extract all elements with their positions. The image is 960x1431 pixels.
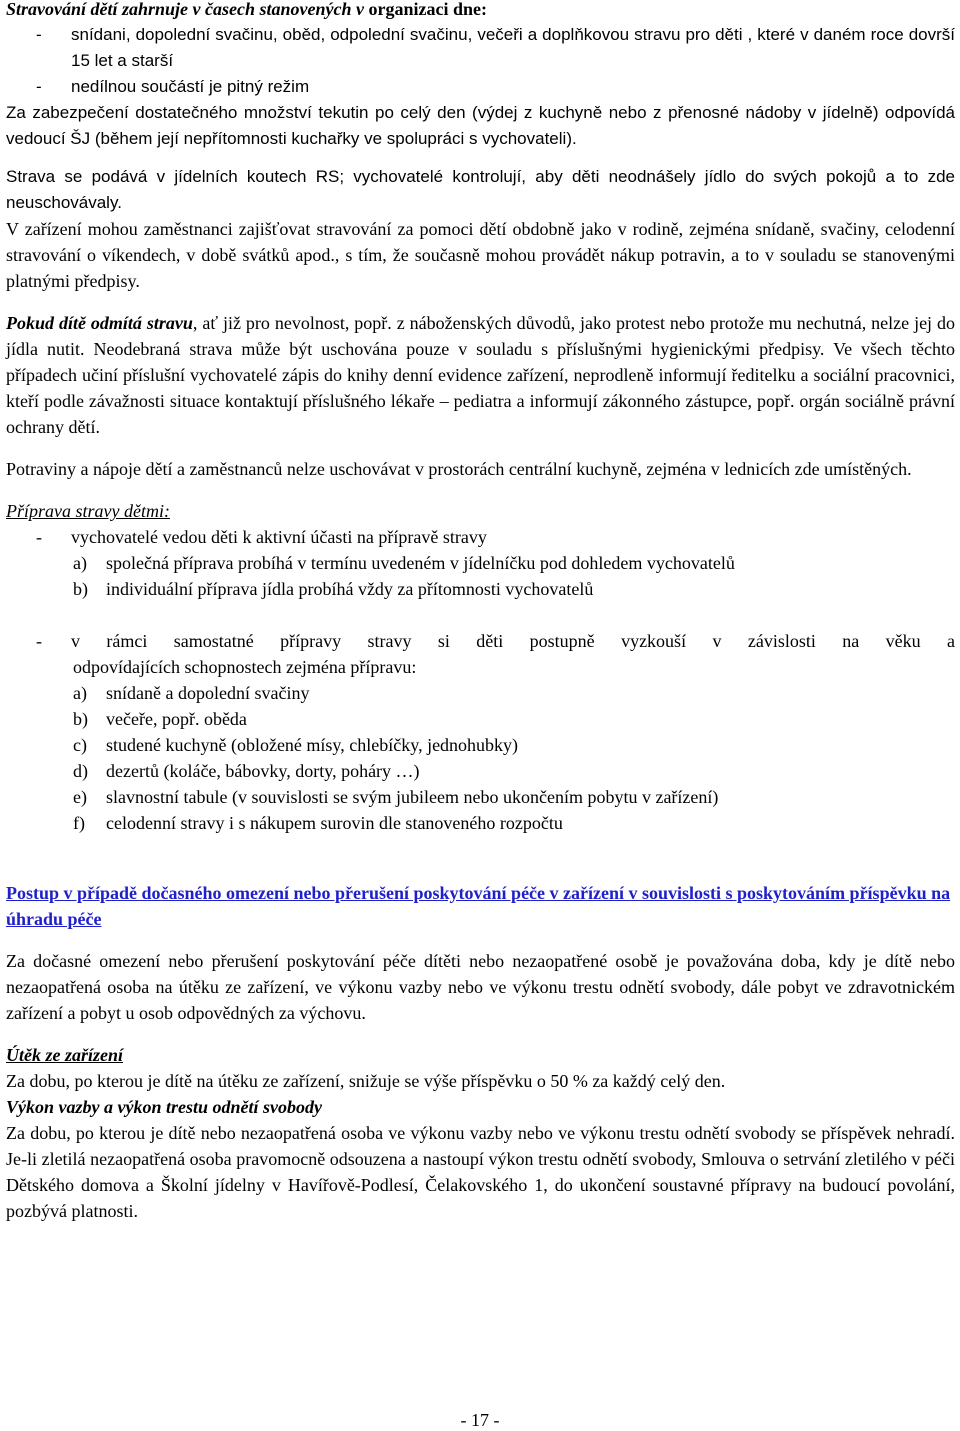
meals-bullet-2 [36, 74, 955, 100]
sub-item-text: společná příprava probíhá v termínu uvedeném v jídelníčku pod dohledem vychovatelů [106, 553, 735, 573]
custody-heading: Výkon vazby a výkon trestu odnětí svobody [6, 1097, 322, 1117]
preparation-item-2 [36, 628, 955, 654]
sub-item-marker: d) [73, 761, 88, 781]
sub-item-text: snídaně a dopolední svačiny [106, 683, 310, 703]
refusal-text: , ať již pro nevolnost, popř. z náboženských důvodů, jako protest nebo protože mu nechutná, nelze jej do jídla nutit. Neodebraná strava může být uschována pouze v souladu s příslušnými hygienickými předpisy. Ve všech těchto případech učiní příslušní vychovatelé zápis do knihy denní evidence zařízení, neprodleně informují ředitelku a sociální pracovnici, kteří podle závažnosti situace kontaktují příslušného lékaře – pediatra a informují zákonného zástupce, popř. orgán sociálně právní ochrany dětí. [6, 313, 956, 437]
preparation-sub-item [6, 550, 955, 576]
preparation-item-text: v rámci samostatné přípravy stravy si děti postupně vyzkouší v závislosti na věku a [71, 631, 955, 651]
dash-marker: - [36, 631, 42, 651]
preparation-item-1 [36, 524, 955, 550]
refusal-paragraph [6, 310, 955, 440]
meals-heading-italic: Stravování dětí zahrnuje v časech stanovených v [6, 0, 364, 19]
escape-paragraph: Za dobu, po kterou je dítě na útěku ze zařízení, snižuje se výše příspěvku o 50 % za každý celý den. [6, 1071, 726, 1091]
preparation-sub-item [6, 810, 955, 836]
preparation-sub-item [6, 758, 955, 784]
preparation-sub-item [6, 576, 955, 602]
staff-paragraph: V zařízení mohou zaměstnanci zajišťovat stravování za pomoci dětí obdobně jako v rodině, zejména snídaně, svačiny, celodenní stravování o víkendech, v době svátků apod., s tím, že současně mohou provádět nákup potravin, a to v souladu se stanovenými platnými předpisy. [6, 219, 955, 291]
preparation-item-2-cont: odpovídajících schopnostech zejména přípravu: [73, 657, 417, 677]
sub-item-marker: f) [73, 813, 85, 833]
escape-heading: Útěk ze zařízení [6, 1045, 123, 1065]
custody-paragraph: Za dobu, po kterou je dítě nebo nezaopatřená osoba ve výkonu vazby nebo ve výkonu trestu odnětí svobody se příspěvek nehradí. Je-li zletilá nezaopatřená osoba pravomocně odsouzena a nastoupí výkon trestu odnětí svobody, Smlouva o setrvání zletilého v péči Dětského domova a Školní jídelny v Havířově-Podlesí, Čelakovského 1, do ukončení soustavné přípravy na budoucí povolání, pozbývá platnosti. [6, 1123, 955, 1221]
sub-item-marker: b) [73, 579, 88, 599]
refusal-lead: Pokud dítě odmítá stravu [6, 313, 193, 333]
preparation-sub-item [6, 680, 955, 706]
sub-item-marker: c) [73, 735, 87, 755]
meals-heading [6, 0, 955, 22]
preparation-item-text: vychovatelé vedou děti k aktivní účasti na přípravě stravy [71, 527, 487, 547]
preparation-sub-item [6, 784, 955, 810]
meals-bullet-1 [36, 22, 955, 74]
preparation-sub-item [6, 732, 955, 758]
sub-item-text: studené kuchyně (obložené mísy, chlebíčky, jednohubky) [106, 735, 519, 755]
sub-item-marker: a) [73, 553, 87, 573]
storage-paragraph: Potraviny a nápoje dětí a zaměstnanců nelze uschovávat v prostorách centrální kuchyně, zejména v lednicích zde umístěných. [6, 459, 912, 479]
dash-marker: - [36, 77, 42, 96]
sub-item-text: celodenní stravy i s nákupem surovin dle stanoveného rozpočtu [106, 813, 563, 833]
dash-marker: - [36, 25, 42, 44]
sub-item-marker: e) [73, 787, 87, 807]
dash-marker: - [36, 527, 42, 547]
interruption-paragraph: Za dočasné omezení nebo přerušení poskytování péče dítěti nebo nezaopatřené osobě je považována doba, kdy je dítě nebo nezaopatřená osoba na útěku ze zařízení, ve výkonu vazby nebo ve výkonu trestu odnětí svobody, dále pobyt ve zdravotnickém zařízení a pobyt u osob odpovědných za výchovu. [6, 951, 955, 1023]
preparation-sub-item [6, 706, 955, 732]
serving-paragraph: Strava se podává v jídelních koutech RS; vychovatelé kontrolují, aby děti neodnášely jídlo do svých pokojů a to zde neuschovávaly. [6, 167, 955, 212]
fluids-paragraph: Za zabezpečení dostatečného množství tekutin po celý den (výdej z kuchyně nebo z přenosné nádoby v jídelně) odpovídá vedoucí ŠJ (během její nepřítomnosti kuchařky ve spolupráci s vychovateli). [6, 103, 955, 148]
document-page [6, 0, 955, 1224]
page-number: - 17 - [460, 1410, 500, 1430]
sub-item-marker: b) [73, 709, 88, 729]
sub-item-text: dezertů (koláče, bábovky, dorty, poháry …) [106, 761, 420, 781]
sub-item-marker: a) [73, 683, 87, 703]
interruption-heading: Postup v případě dočasného omezení nebo přerušení poskytování péče v zařízení v souvislosti s poskytováním příspěvku na úhradu péče [6, 883, 951, 929]
sub-item-text: slavnostní tabule (v souvislosti se svým jubileem nebo ukončením pobytu v zařízení) [106, 787, 719, 807]
meals-bullet-text: nedílnou součástí je pitný režim [71, 77, 310, 96]
sub-item-text: večeře, popř. oběda [106, 709, 247, 729]
meals-bullet-text: snídani, dopolední svačinu, oběd, odpolední svačinu, večeři a doplňkovou stravu pro děti , které v daném roce dovrší 15 let a starší [71, 25, 955, 70]
meals-heading-rest: organizaci dne: [364, 0, 487, 19]
sub-item-text: individuální příprava jídla probíhá vždy za přítomnosti vychovatelů [106, 579, 594, 599]
preparation-heading: Příprava stravy dětmi: [6, 501, 170, 521]
